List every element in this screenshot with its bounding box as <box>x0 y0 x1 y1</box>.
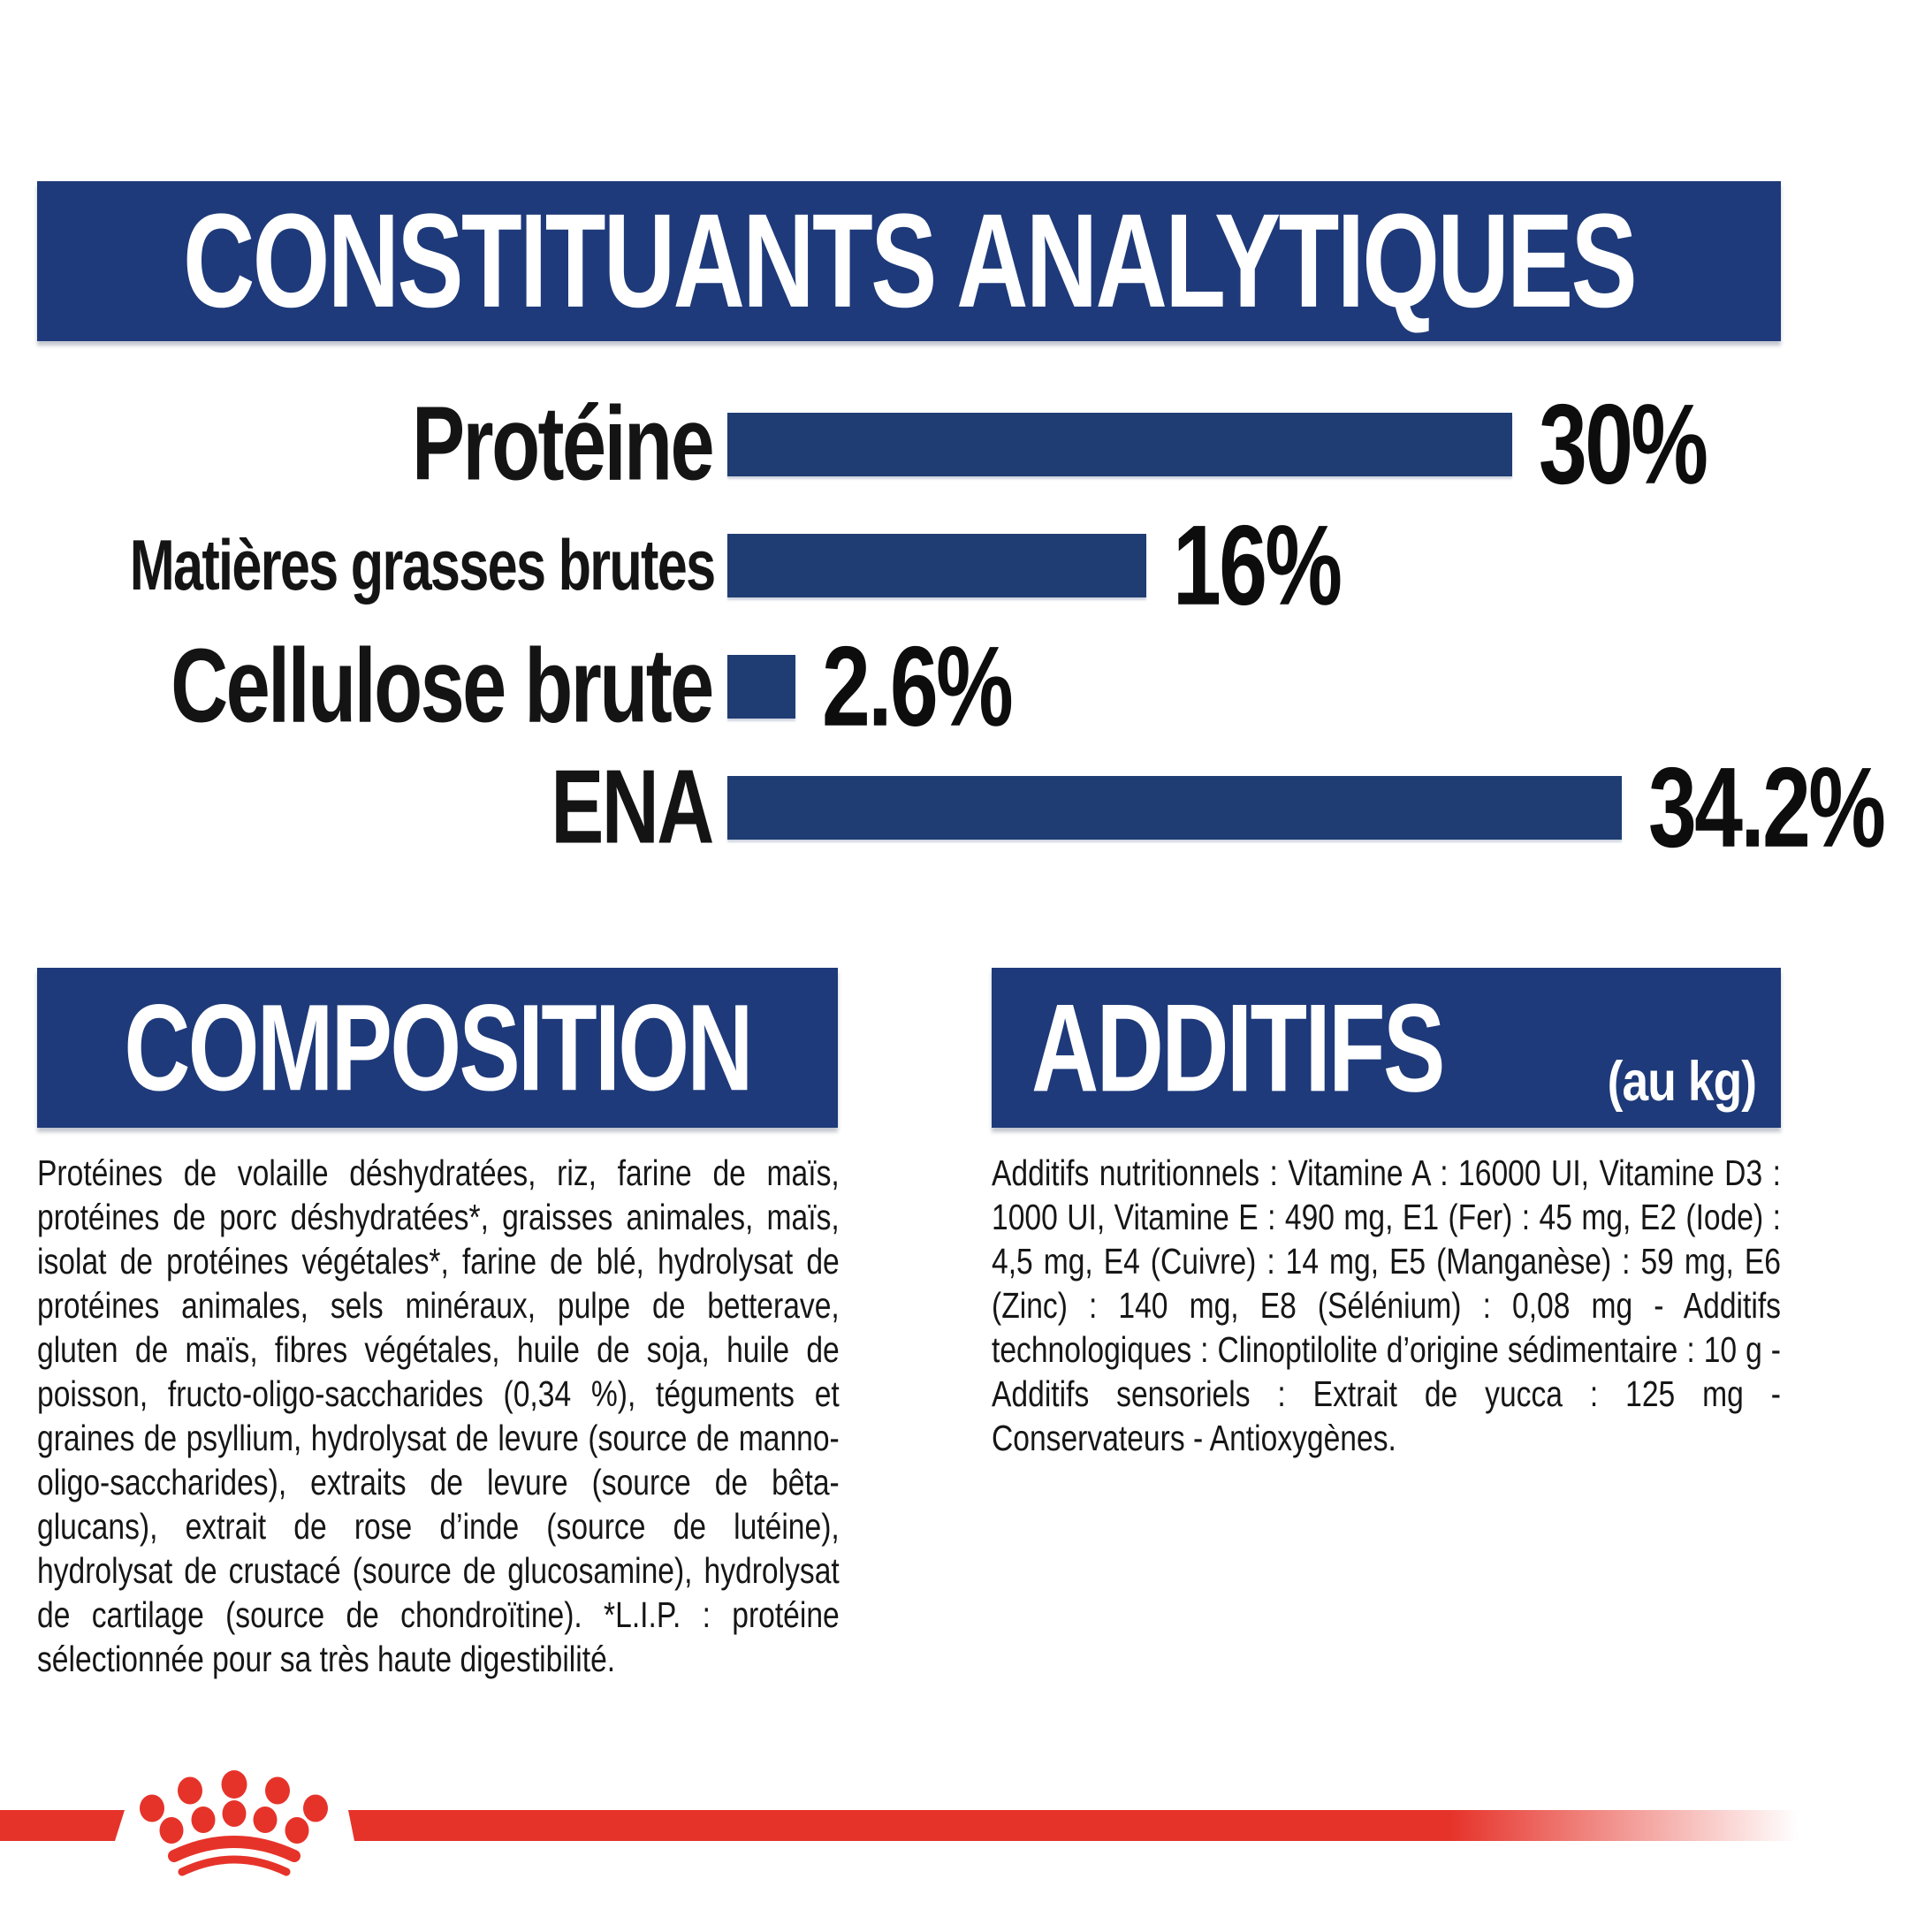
chart-value-label: 16% <box>1172 501 1340 629</box>
crown-dot <box>223 1800 247 1827</box>
chart-category-label: ENA <box>551 748 712 866</box>
footer-ribbon <box>0 1768 1932 1891</box>
crown-dot <box>192 1806 216 1833</box>
red-ribbon-left <box>0 1810 125 1841</box>
crown-dot <box>178 1777 202 1805</box>
chart-value-label: 34.2% <box>1648 743 1884 871</box>
analytical-constituents-banner <box>37 181 1781 341</box>
additifs-per-kg-label: (au kg) <box>1607 1050 1756 1113</box>
crown-dot <box>265 1777 290 1805</box>
crown-dot <box>140 1795 164 1822</box>
chart-bar <box>727 413 1512 476</box>
crown-dot <box>160 1817 184 1844</box>
chart-category-label: Cellulose brute <box>171 627 712 745</box>
chart-category-label: Protéine <box>411 384 712 503</box>
additifs-banner <box>992 968 1781 1128</box>
crown-dot <box>303 1795 328 1822</box>
chart-row <box>27 743 1918 871</box>
chart-value-label: 30% <box>1539 380 1707 508</box>
crown-arc-lower <box>182 1860 286 1872</box>
crown-dot <box>254 1806 278 1833</box>
composition-title: COMPOSITION <box>124 978 751 1117</box>
composition-banner <box>37 968 838 1128</box>
chart-row <box>27 380 1918 508</box>
additifs-title: ADDITIFS <box>1031 977 1443 1118</box>
chart-bar <box>727 534 1146 597</box>
chart-category-label: Matières grasses brutes <box>129 525 715 605</box>
royal-canin-crown-logo <box>140 1770 328 1872</box>
chart-bar <box>727 776 1622 840</box>
analytical-constituents-title: CONSTITUANTS ANALYTIQUES <box>182 186 1636 336</box>
chart-value-label: 2.6% <box>821 622 1012 750</box>
red-ribbon-right <box>348 1810 1799 1841</box>
chart-row <box>27 501 1918 629</box>
chart-row <box>27 622 1918 750</box>
crown-dot <box>222 1770 247 1799</box>
composition-text: Protéines de volaille déshydratées, riz, farine de maïs, protéines de porc déshydratées*, graisses animales, maïs, isolat de protéines végétales*, farine de blé, hydrolysat de protéines animales, sels minéraux, pulpe de betterave, gluten de maïs, fibres végétales, huile de soja, huile de poisson, fructo-oligo-saccharides (0,34 %), téguments et graines de psyllium, hydrolysat de levure (source de manno-oligo-saccharides), extraits de levure (source de bêta-glucans), extrait de rose d’inde (source de lutéine), hydrolysat de crustacé (source de glucosamine), hydrolysat de cartilage (source de chondroïtine). *L.I.P. : protéine sélectionnée pour sa très haute digestibilité. <box>37 1152 840 1679</box>
chart-bar <box>727 655 795 719</box>
analytical-constituents-chart <box>27 380 1918 871</box>
crown-dot <box>285 1817 309 1844</box>
additifs-text: Additifs nutritionnels : Vitamine A : 16000 UI, Vitamine D3 : 1000 UI, Vitamine E : 490 mg, E1 (Fer) : 45 mg, E2 (Iode) : 4,5 mg, E4 (Cuivre) : 14 mg, E5 (Manganèse) : 59 mg, E6 (Zinc) : 140 mg, E8 (Sélénium) : 0,08 mg - Additifs technologiques : Clinoptilolite d’origine sédimentaire : 10 g - Additifs sensoriels : Extrait de yucca : 125 mg - Conservateurs - Antioxygènes. <box>992 1152 1781 1458</box>
crown-arc-upper <box>174 1842 294 1856</box>
